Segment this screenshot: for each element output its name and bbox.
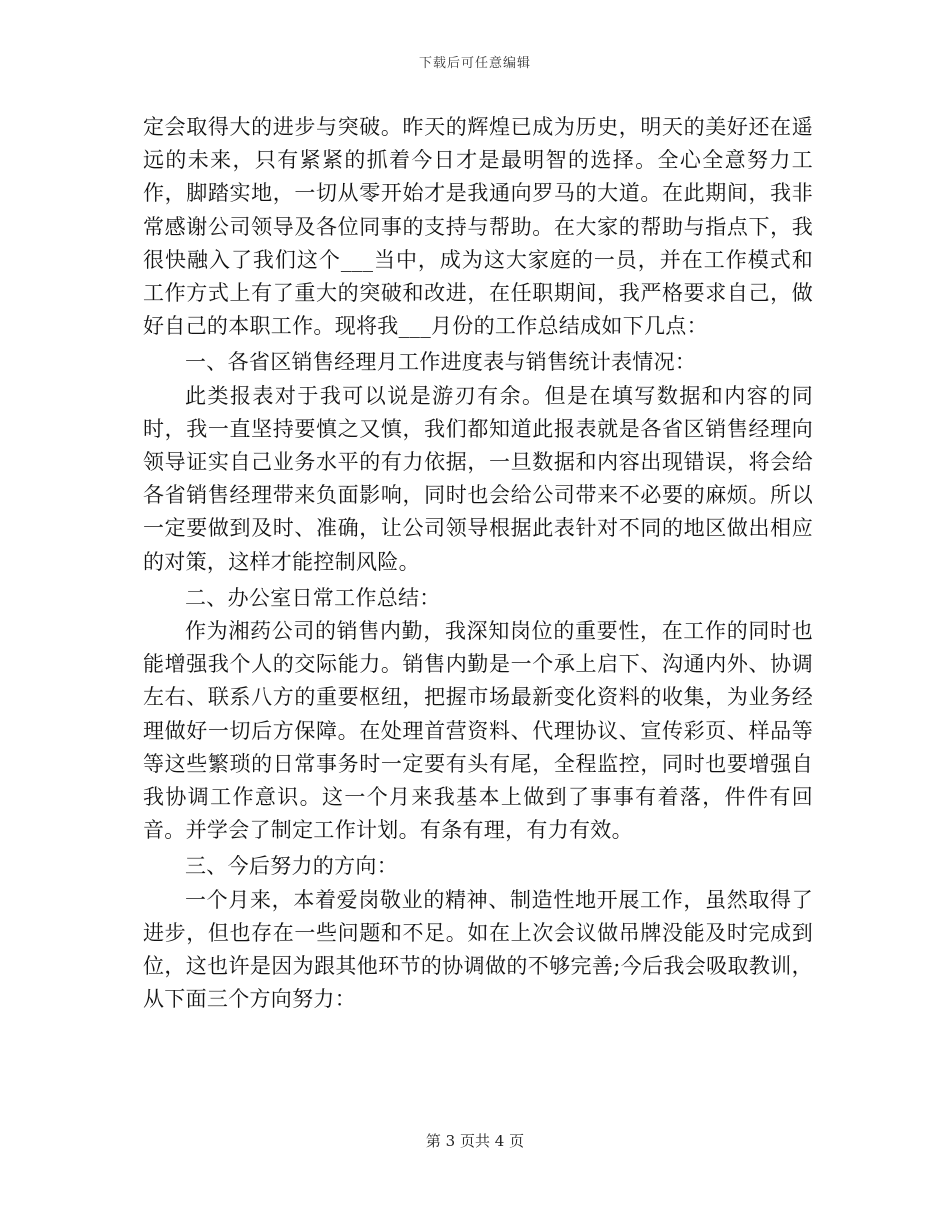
paragraph-section-3: 一个月来，本着爱岗敬业的精神、制造性地开展工作，虽然取得了进步，但也存在一些问题和不足。如在上次会议做吊牌没能及时完成到位，这也许是因为跟其他环节的协调做的不够完善;今后我会吸取教训，从下面三个方向努力： <box>143 887 813 1012</box>
paragraph-section-2: 作为湘药公司的销售内勤，我深知岗位的重要性，在工作的同时也能增强我个人的交际能力。销售内勤是一个承上启下、沟通内外、协调左右、联系八方的重要枢纽，把握市场最新变化资料的收集，为业务经理做好一切后方保障。在处理首营资料、代理协议、宣传彩页、样品等等这些繁琐的日常事务时一定要有头有尾，全程监控，同时也要增强自我协调工作意识。这一个月来我基本上做到了事事有着落，件件有回音。并学会了制定工作计划。有条有理，有力有效。 <box>143 619 813 843</box>
document-body <box>143 111 813 1016</box>
section-heading-1: 一、各省区销售经理月工作进度表与销售统计表情况： <box>185 350 697 375</box>
section-heading-3: 三、今后努力的方向： <box>185 854 398 879</box>
paragraph-continuation: 定会取得大的进步与突破。昨天的辉煌已成为历史，明天的美好还在遥远的未来，只有紧紧的抓着今日才是最明智的选择。全心全意努力工作，脚踏实地，一切从零开始才是我通向罗马的大道。在此期间，我非常感谢公司领导及各位同事的支持与帮助。在大家的帮助与指点下，我很快融入了我们这个___当中，成为这大家庭的一员，并在工作模式和工作方式上有了重大的突破和改进，在任职期间，我严格要求自己，做好自己的本职工作。现将我___月份的工作总结成如下几点： <box>143 115 813 339</box>
page-number: 第 3 页共 4 页 <box>425 1132 525 1150</box>
page-header-note: 下载后可任意编辑 <box>418 56 531 71</box>
paragraph-section-1: 此类报表对于我可以说是游刃有余。但是在填写数据和内容的同时，我一直坚持要慎之又慎，我们都知道此报表就是各省区销售经理向领导证实自己业务水平的有力依据，一旦数据和内容出现错误，将会给各省销售经理带来负面影响，同时也会给公司带来不必要的麻烦。所以一定要做到及时、准确，让公司领导根据此表针对不同的地区做出相应的对策，这样才能控制风险。 <box>143 383 813 574</box>
section-heading-2: 二、办公室日常工作总结： <box>185 585 441 610</box>
